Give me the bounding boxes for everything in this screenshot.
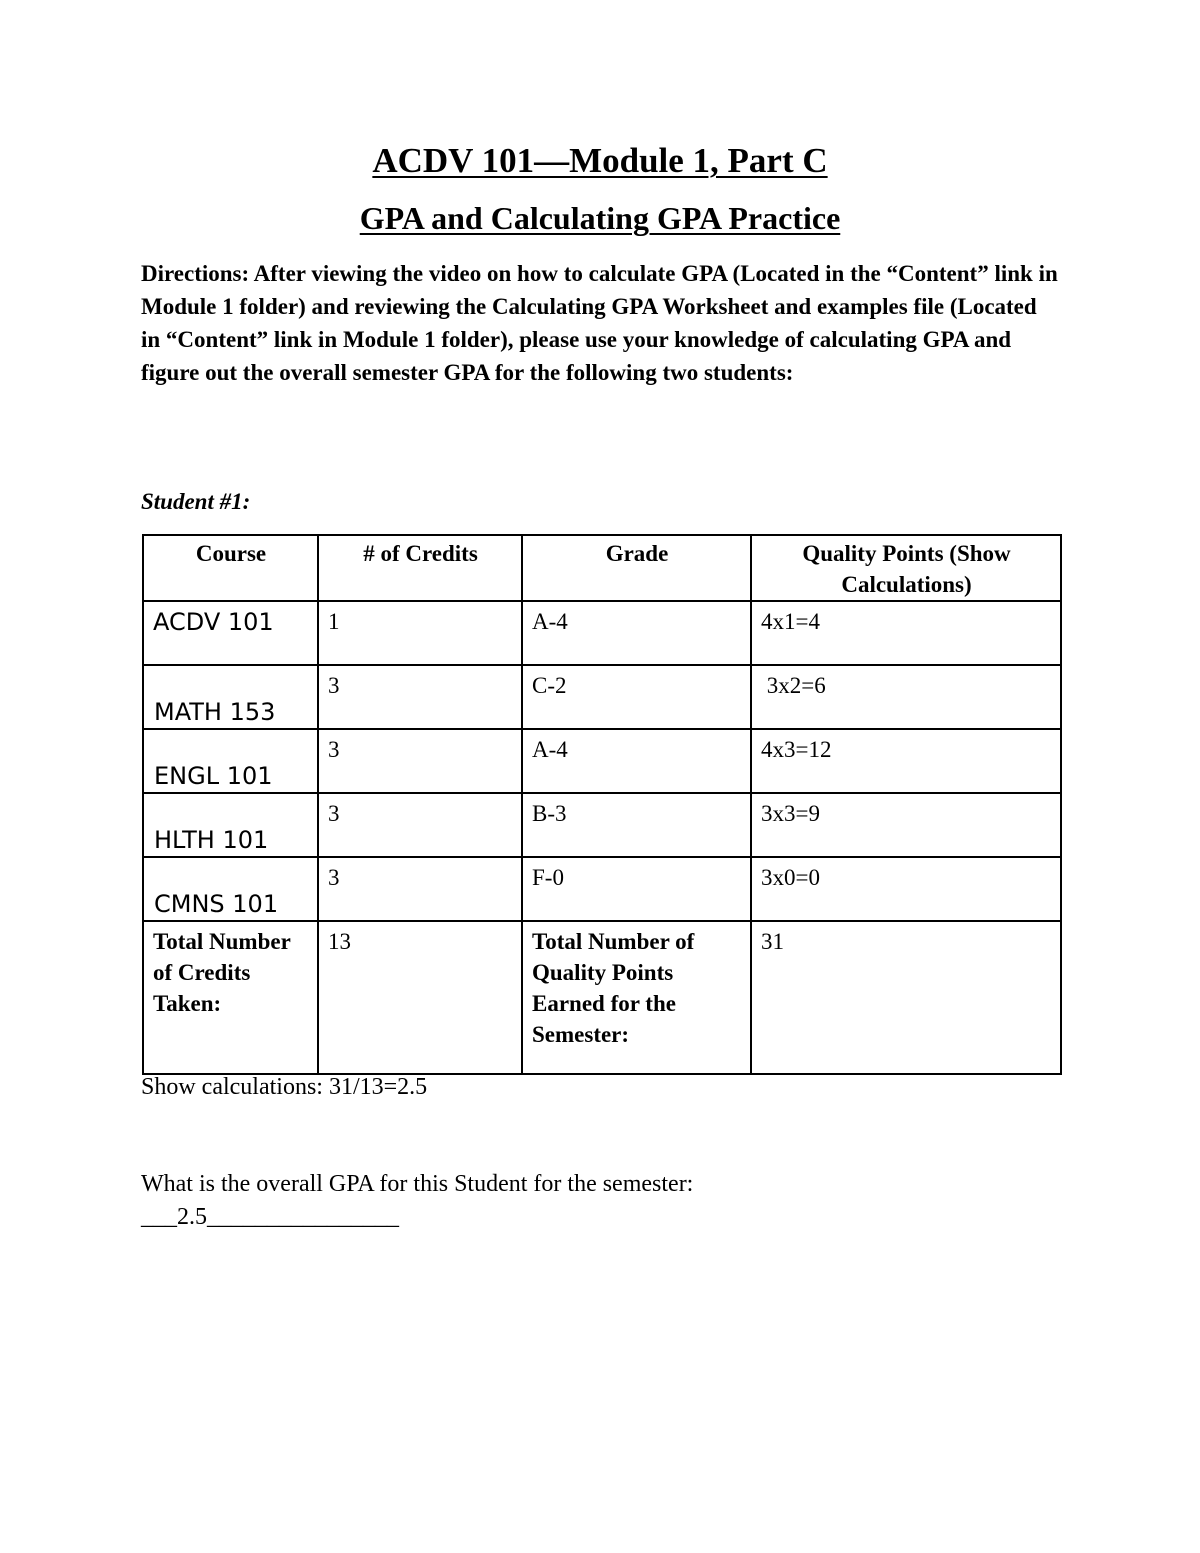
grade-value: A-4 — [532, 737, 568, 762]
directions-text: Directions: After viewing the video on how to calculate GPA (Located in the “Content” link in Module 1 folder) and reviewing the Calculating GPA Worksheet and examples file (Located in “Content” link in Module 1 folder), please use your knowledge of calculating GPA and figure out the overall semester GPA for the following two students: — [141, 261, 1058, 385]
credits-cell — [318, 729, 522, 793]
page-title: ACDV 101—Module 1, Part C — [372, 141, 828, 180]
course-name: ENGL 101 — [154, 762, 273, 790]
points-cell — [751, 793, 1061, 857]
credits-cell — [318, 665, 522, 729]
credits-value: 3 — [328, 737, 340, 762]
show-calculations: Show calculations: 31/13=2.5 — [141, 1074, 428, 1100]
grade-cell — [522, 793, 751, 857]
table-row — [143, 729, 1061, 793]
header-course: Course — [143, 535, 318, 601]
credits-cell — [318, 793, 522, 857]
grade-cell — [522, 857, 751, 921]
credits-value: 3 — [328, 673, 340, 698]
table-row — [143, 601, 1061, 665]
gpa-table — [142, 534, 1062, 1075]
total-points-value-cell — [751, 921, 1061, 1074]
credits-value: 3 — [328, 801, 340, 826]
points-value: 3x2=6 — [761, 673, 826, 698]
points-cell — [751, 729, 1061, 793]
course-cell — [143, 793, 318, 857]
grade-cell — [522, 601, 751, 665]
grade-value: A-4 — [532, 609, 568, 634]
points-value: 4x1=4 — [761, 609, 820, 634]
course-name: MATH 153 — [154, 698, 276, 726]
course-name: CMNS 101 — [154, 890, 279, 918]
table-row — [143, 793, 1061, 857]
course-cell — [143, 665, 318, 729]
points-cell — [751, 601, 1061, 665]
points-value: 3x3=9 — [761, 801, 820, 826]
course-name: HLTH 101 — [154, 826, 269, 854]
header-grade: Grade — [522, 535, 751, 601]
page-subtitle: GPA and Calculating GPA Practice — [359, 200, 841, 236]
grade-cell — [522, 665, 751, 729]
total-credits-label-cell — [143, 921, 318, 1074]
points-value: 4x3=12 — [761, 737, 832, 762]
points-value: 3x0=0 — [761, 865, 820, 890]
total-credits-label: Total Number of Credits Taken: — [153, 929, 291, 1016]
course-cell — [143, 729, 318, 793]
total-points-value: 31 — [761, 929, 784, 954]
total-points-label: Total Number of Quality Points Earned for the Semester: — [532, 929, 695, 1047]
student-label: Student #1: — [141, 489, 251, 514]
total-credits-value-cell — [318, 921, 522, 1074]
header-quality-points: Quality Points (Show Calculations) — [751, 535, 1061, 601]
credits-cell — [318, 601, 522, 665]
credits-value: 1 — [328, 609, 340, 634]
course-name: ACDV 101 — [153, 608, 274, 636]
credits-cell — [318, 857, 522, 921]
header-credits: # of Credits — [318, 535, 522, 601]
grade-value: B-3 — [532, 801, 567, 826]
course-cell — [143, 857, 318, 921]
credits-value: 3 — [328, 865, 340, 890]
grade-value: C-2 — [532, 673, 567, 698]
overall-gpa-question: What is the overall GPA for this Student for the semester: — [141, 1171, 694, 1197]
points-cell — [751, 857, 1061, 921]
grade-cell — [522, 729, 751, 793]
total-credits-value: 13 — [328, 929, 351, 954]
table-row — [143, 857, 1061, 921]
points-cell — [751, 665, 1061, 729]
total-points-label-cell — [522, 921, 751, 1074]
grade-value: F-0 — [532, 865, 564, 890]
table-header-row — [143, 535, 1061, 601]
overall-gpa-answer: ___2.5________________ — [141, 1204, 399, 1230]
course-cell — [143, 601, 318, 665]
table-total-row — [143, 921, 1061, 1074]
table-row — [143, 665, 1061, 729]
